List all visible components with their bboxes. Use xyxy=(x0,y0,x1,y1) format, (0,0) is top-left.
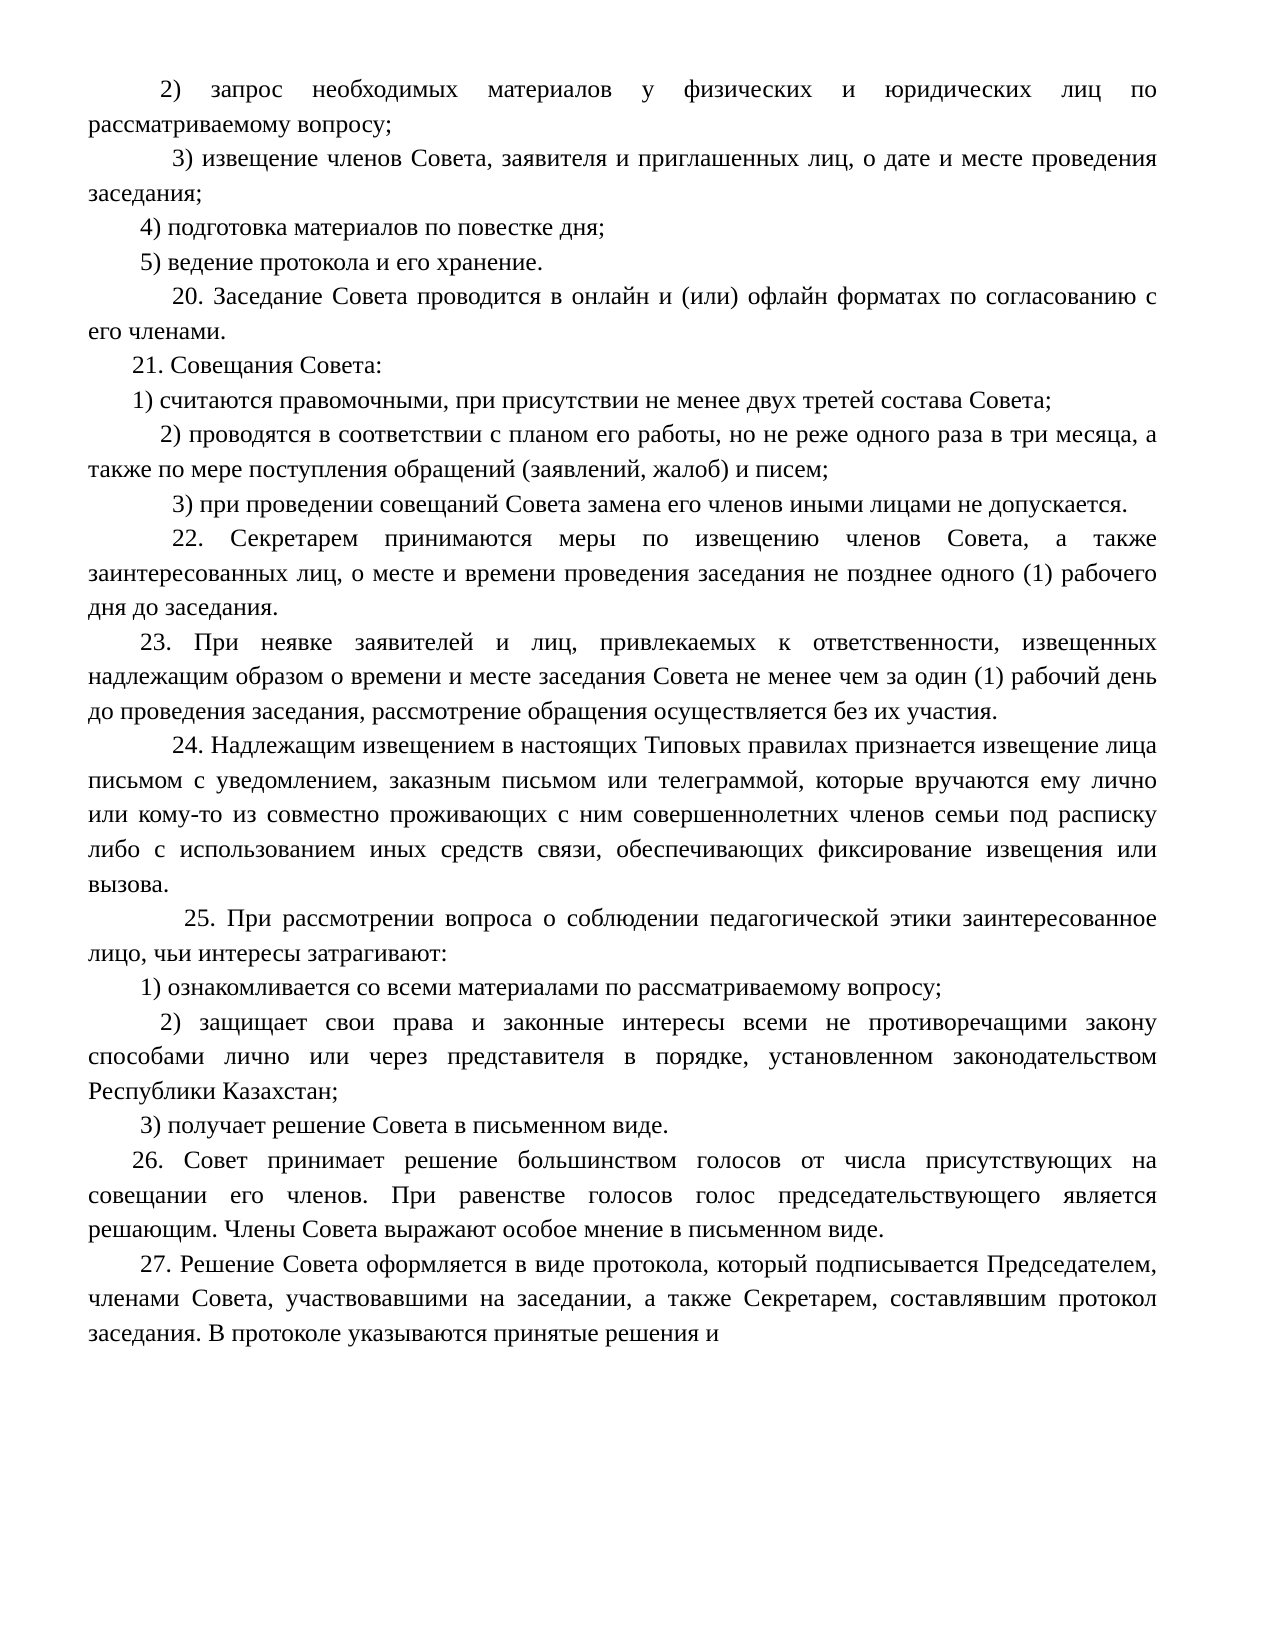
paragraph: 3) извещение членов Совета, заявителя и приглашенных лиц, о дате и месте проведения заседания; xyxy=(88,143,1157,207)
paragraph: 20. Заседание Совета проводится в онлайн и (или) офлайн форматах по согласованию с его членами. xyxy=(88,281,1157,345)
document-body xyxy=(88,72,1157,1350)
paragraph: 1) ознакомливается со всеми материалами по рассматриваемому вопросу; xyxy=(140,972,942,1002)
paragraph: 21. Совещания Совета: xyxy=(132,350,383,380)
paragraph: 2) запрос необходимых материалов у физических и юридических лиц по рассматриваемому вопросу; xyxy=(88,74,1157,138)
paragraph: 26. Совет принимает решение большинством голосов от числа присутствующих на совещании его членов. При равенстве голосов голос председательствующего является решающим. Члены Совета выражают особое мнение в письменном виде. xyxy=(88,1144,1157,1244)
paragraph: 22. Секретарем принимаются меры по извещению членов Совета, а также заинтересованных лиц, о месте и времени проведения заседания не позднее одного (1) рабочего дня до заседания. xyxy=(88,523,1157,622)
paragraph: 2) проводятся в соответствии с планом его работы, но не реже одного раза в три месяца, а также по мере поступления обращений (заявлений, жалоб) и писем; xyxy=(88,419,1157,484)
paragraph: 27. Решение Совета оформляется в виде протокола, который подписывается Председателем, членами Совета, участвовавшими на заседании, а также Секретарем, составлявшим протокол заседания. В протоколе указываются принятые решения и xyxy=(88,1248,1157,1347)
paragraph: 5) ведение протокола и его хранение. xyxy=(140,246,544,276)
paragraph: 2) защищает свои права и законные интересы всеми не противоречащими закону способами лично или через представителя в порядке, установленном законодательством Республики Казахстан; xyxy=(88,1006,1157,1105)
paragraph: 25. При рассмотрении вопроса о соблюдении педагогической этики заинтересованное лицо, чьи интересы затрагивают: xyxy=(88,903,1157,967)
paragraph: 24. Надлежащим извещением в настоящих Типовых правилах признается извещение лица письмом с уведомлением, заказным письмом или телеграммой, которые вручаются ему лично или кому-то из совместно проживающих с ним совершеннолетних членов семьи под расписку либо с использованием иных средств связи, обеспечивающих фиксирование извещения или вызова. xyxy=(88,730,1157,898)
paragraph: 23. При неявке заявителей и лиц, привлекаемых к ответственности, извещенных надлежащим образом о времени и месте заседания Совета не менее чем за один (1) рабочий день до проведения заседания, рассмотрение обращения осуществляется без их участия. xyxy=(88,626,1157,725)
paragraph: 3) при проведении совещаний Совета замена его членов иными лицами не допускается. xyxy=(172,488,1128,518)
paragraph: 3) получает решение Совета в письменном виде. xyxy=(140,1110,669,1140)
paragraph: 4) подготовка материалов по повестке дня; xyxy=(140,212,606,242)
paragraph: 1) считаются правомочными, при присутствии не менее двух третей состава Совета; xyxy=(132,384,1052,414)
